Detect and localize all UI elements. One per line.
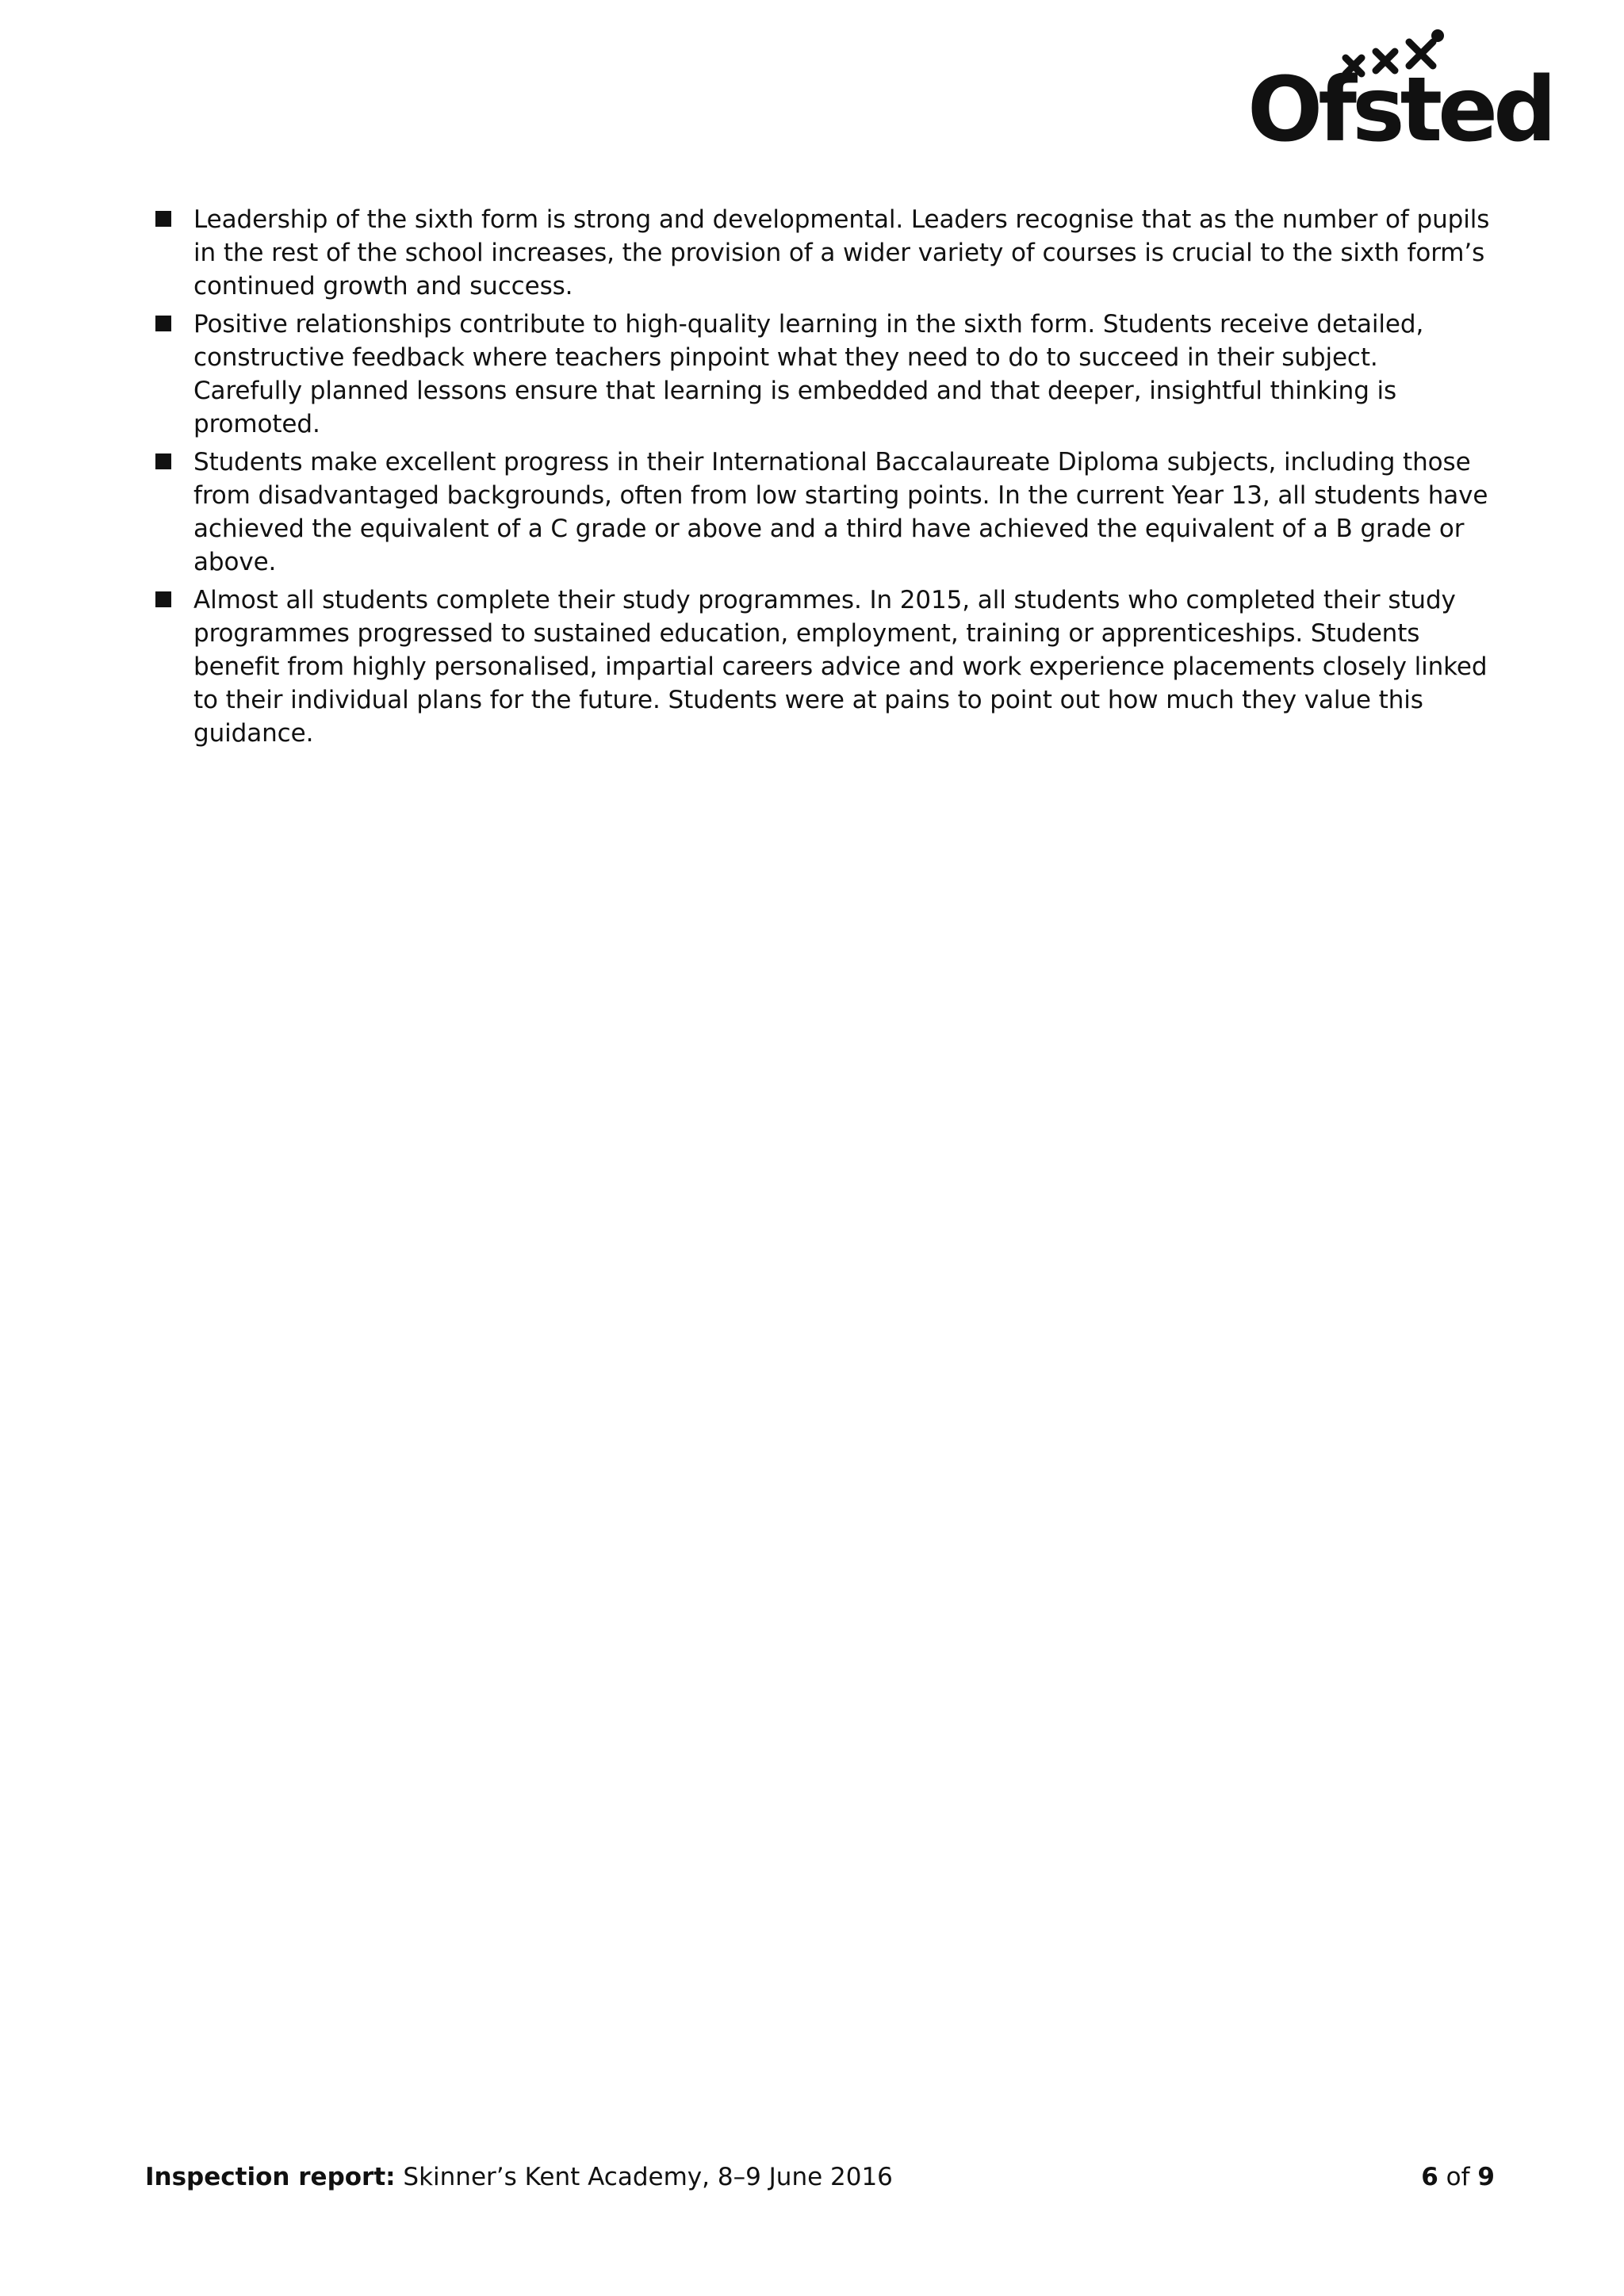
bullet-text: Almost all students complete their study programmes. In 2015, all students who completed their study programmes progressed to sustained education, employment, training or apprenticeships. Students benefit from highly personalised, impartial careers advice and work experience placements closely linked to their individual plans for the future. Students were at pains to point out how much they value this guidance.	[193, 586, 1488, 748]
main-content	[155, 203, 1494, 755]
list-item	[155, 584, 1494, 750]
bullet-text: Students make excellent progress in their International Baccalaureate Diploma subjects, including those from disadvantaged backgrounds, often from low starting points. In the current Year 13, all students have achieved the equivalent of a C grade or above and a third have achieved the equivalent of a B grade or above.	[193, 448, 1488, 576]
bullet-text: Leadership of the sixth form is strong and developmental. Leaders recognise that as the number of pupils in the rest of the school increases, the provision of a wider variety of courses is crucial to the sixth form’s continued growth and success.	[193, 205, 1490, 300]
square-bullet-icon	[155, 453, 171, 469]
footer-report-details: Skinner’s Kent Academy, 8–9 June 2016	[395, 2163, 893, 2191]
findings-list	[155, 203, 1494, 750]
list-item	[155, 308, 1494, 441]
square-bullet-icon	[155, 211, 171, 227]
ofsted-logo	[1241, 28, 1553, 162]
square-bullet-icon	[155, 316, 171, 331]
list-item	[155, 203, 1494, 303]
list-item	[155, 446, 1494, 579]
page-of-text: of	[1438, 2163, 1478, 2191]
square-bullet-icon	[155, 591, 171, 607]
bullet-text: Positive relationships contribute to high-quality learning in the sixth form. Students receive detailed, constructive feedback where teachers pinpoint what they need to do to succeed in their subject. Carefully planned lessons ensure that learning is embedded and that deeper, insightful thinking is promoted.	[193, 310, 1424, 438]
logo-wordmark: Ofsted	[1247, 59, 1553, 162]
page-total: 9	[1477, 2163, 1495, 2191]
footer-report-info	[145, 2160, 893, 2194]
page-footer	[145, 2160, 1495, 2194]
footer-label: Inspection report:	[145, 2163, 396, 2191]
page-number	[1421, 2160, 1495, 2194]
page-current: 6	[1421, 2163, 1438, 2191]
